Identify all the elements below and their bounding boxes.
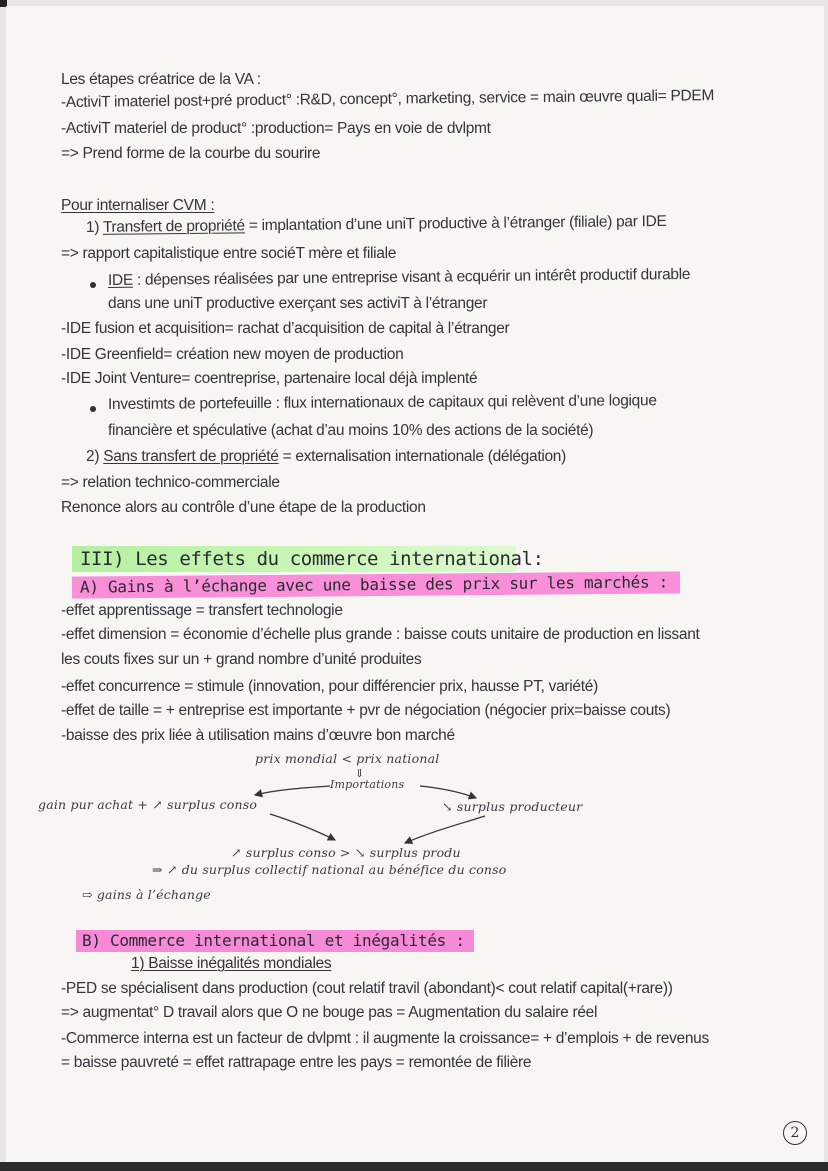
ide-def-line2: dans une uniT productive exerçant ses activiT à l’étranger (108, 295, 488, 312)
ide-label: IDE (107, 271, 134, 289)
effet-dimension-cont: les couts fixes sur un + grand nombre d’unité produites (61, 651, 422, 668)
cvm-point2-rest: = externalisation internationale (délégation) (278, 448, 566, 465)
diagram-importations: Importations (330, 778, 405, 791)
diagram-prix: prix mondial < prix national (255, 751, 440, 766)
cvm-point2-note: Renonce alors au contrôle d’une étape de la production (61, 499, 426, 516)
arrow-left-down (270, 814, 335, 840)
cvm-point1-rest: = implantation d’une uniT productive à l’étranger (filiale) par IDE (244, 212, 667, 235)
arrow-to-right (420, 786, 476, 798)
cvm-point1-num: 1) (85, 218, 104, 236)
diagram-surplus-compare: ↗ surplus conso > ↘ surplus produ (231, 845, 461, 860)
invest-line1: Investimts de portefeuille : flux internationaux de capitaux qui relèvent d’une logique (107, 392, 657, 413)
section-b-sub (131, 955, 331, 973)
steps-line-immaterial: -ActiviT imateriel post+pré product° :R&D, concept°, marketing, service = main œuvre quali= PDEM (60, 87, 715, 111)
effet-concurrence: -effet concurrence = stimule (innovation, pour différencier prix, hausse PT, variété) (61, 678, 598, 695)
diagram-collectif: ⇒ ↗ du surplus collectif national au bénéfice du conso (152, 862, 507, 877)
page-number: 2 (783, 1121, 807, 1145)
diagram-gains: ⇨ gains à l’échange (82, 887, 211, 902)
cvm-point2-label: Sans transfert de propriété (103, 448, 279, 465)
diagram-down-arrow: ⇓ (355, 767, 365, 780)
baisse-pauvrete: = baisse pauvreté = effet rattrapage entre les pays = remontée de filière (61, 1054, 532, 1071)
diagram-surplus-producteur: ↘ surplus producteur (442, 799, 583, 814)
cvm-title-text: Pour internaliser CVM : (61, 197, 215, 214)
effet-dimension: -effet dimension = économie d’échelle plus grande : baisse couts unitaire de production en lissant (61, 626, 700, 643)
cvm-point1-result: => rapport capitalistique entre sociéT mère et filiale (61, 245, 397, 262)
diagram-gain-conso: gain pur achat + ↗ surplus conso (38, 797, 258, 812)
ide-greenfield: -IDE Greenfield= création new moyen de production (61, 346, 404, 363)
steps-title: Les étapes créatrice de la VA : (61, 71, 261, 88)
cvm-point2-num: 2) (86, 448, 104, 465)
effet-apprentissage: -effet apprentissage = transfert technologie (61, 602, 343, 619)
steps-line-smile-curve: => Prend forme de la courbe du sourire (61, 145, 321, 162)
commerce-developpement: -Commerce interna est un facteur de dvlpmt : il augmente la croissance= + d’emplois + de revenus (61, 1030, 709, 1047)
ped-specialisation: -PED se spécialisent dans production (cout relatif travil (abondant)< cout relatif capital(+rare)) (61, 980, 673, 997)
invest-line2: financière et spéculative (achat d’au moins 10% des actions de la société) (108, 422, 594, 439)
arrow-to-left (255, 786, 330, 795)
augmentation-salaire: => augmentat° D travail alors que O ne bouge pas = Augmentation du salaire réel (61, 1004, 598, 1021)
section-3-heading: III) Les effets du commerce international: (72, 546, 516, 572)
arrow-right-down (405, 816, 485, 843)
section-b-heading: B) Commerce international et inégalités : (76, 930, 474, 952)
ide-fusion: -IDE fusion et acquisition= rachat d’acquisition de capital à l’étranger (61, 320, 510, 337)
section-b-sub-text: 1) Baisse inégalités mondiales (131, 955, 332, 972)
effet-taille: -effet de taille = + entreprise est importante + pvr de négociation (négocier prix=baisse couts) (61, 702, 671, 719)
section-a-heading: A) Gains à l’échange avec une baisse des prix sur les marchés : (72, 571, 680, 598)
baisse-prix: -baisse des prix liée à utilisation mains d’œuvre bon marché (61, 727, 455, 744)
ide-def-line1: : dépenses réalisées par une entreprise visant à ecquérir un intérêt productif durable (132, 265, 691, 289)
cvm-point2-result: => relation technico-commerciale (61, 474, 280, 491)
steps-line-material: -ActiviT materiel de product° :production= Pays en voie de dvlpmt (61, 120, 491, 137)
ide-joint-venture: -IDE Joint Venture= coentreprise, partenaire local déjà implenté (61, 370, 478, 387)
scan-bottom-edge (0, 1162, 828, 1171)
cvm-point1-label: Transfert de propriété (102, 217, 245, 236)
